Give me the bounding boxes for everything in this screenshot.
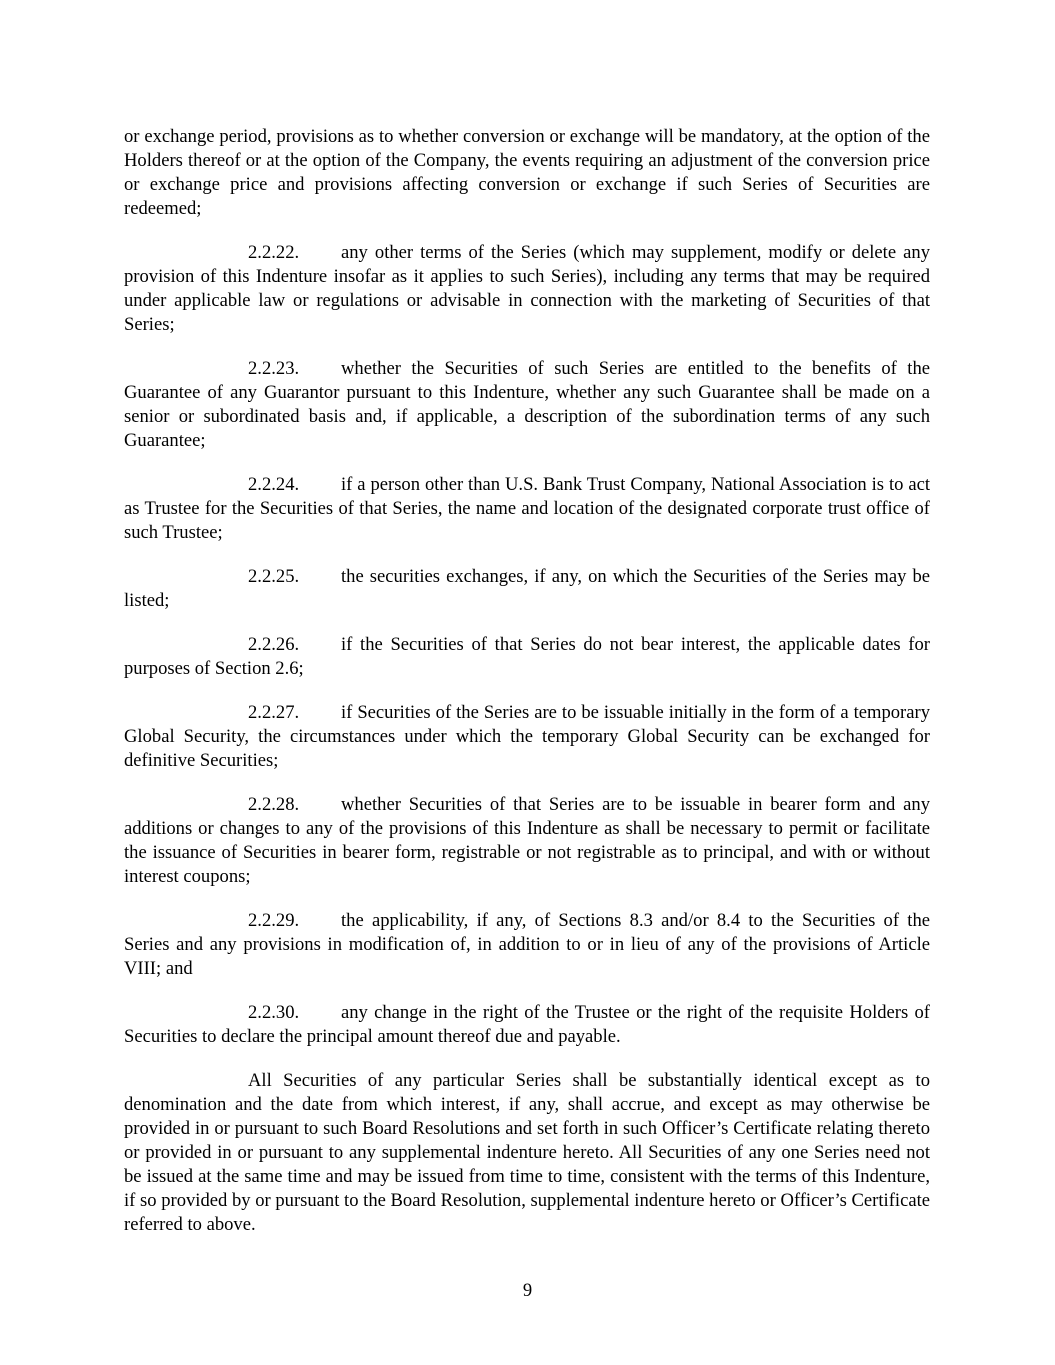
clause-2-2-28 (124, 793, 930, 889)
clause-text: whether Securities of that Series are to be issuable in bearer form and any additions or changes to any of the provisions of this Indenture as shall be necessary to permit or facilitate the issuance of Securities in bearer form, registrable or not registrable as to principal, and with or without interest coupons; (124, 794, 930, 887)
clause-number: 2.2.23. (248, 358, 300, 379)
clause-2-2-22 (124, 241, 930, 337)
document-page (124, 125, 930, 1257)
clause-text: the applicability, if any, of Sections 8.3 and/or 8.4 to the Securities of the Series and any provisions in modification of, in addition to or in lieu of any of the provisions of Article VIII; and (124, 910, 930, 979)
clause-number: 2.2.25. (248, 566, 300, 587)
clause-2-2-23 (124, 357, 930, 453)
clause-text: any change in the right of the Trustee or the right of the requisite Holders of Securities to declare the principal amount thereof due and payable. (124, 1002, 930, 1047)
clause-2-2-25 (124, 565, 930, 613)
clause-number: 2.2.27. (248, 702, 300, 723)
clause-text: if a person other than U.S. Bank Trust Company, National Association is to act as Trustee for the Securities of that Series, the name and location of the designated corporate trust office of such Trustee; (124, 474, 930, 543)
clause-text: if Securities of the Series are to be issuable initially in the form of a temporary Global Security, the circumstances under which the temporary Global Security can be exchanged for definitive Securities; (124, 702, 930, 771)
clause-text: the securities exchanges, if any, on which the Securities of the Series may be listed; (124, 566, 930, 611)
clause-2-2-24 (124, 473, 930, 545)
clause-number: 2.2.24. (248, 474, 300, 495)
opening-paragraph: or exchange period, provisions as to whether conversion or exchange will be mandatory, at the option of the Holders thereof or at the option of the Company, the events requiring an adjustment of the conversion price or exchange price and provisions affecting conversion or exchange if such Series of Securities are redeemed; (124, 126, 930, 219)
page-number: 9 (522, 1280, 533, 1301)
clause-number: 2.2.28. (248, 794, 300, 815)
clause-text: any other terms of the Series (which may supplement, modify or delete any provision of this Indenture insofar as it applies to such Series), including any terms that may be required under applicable law or regulations or advisable in connection with the marketing of Securities of that Series; (124, 242, 930, 335)
clause-text: if the Securities of that Series do not bear interest, the applicable dates for purposes of Section 2.6; (124, 634, 930, 679)
clause-2-2-27 (124, 701, 930, 773)
clause-number: 2.2.29. (248, 910, 300, 931)
clause-2-2-29 (124, 909, 930, 981)
closing-paragraph: All Securities of any particular Series shall be substantially identical except as to denomination and the date from which interest, if any, shall accrue, and except as may otherwise be provided in or pursuant to such Board Resolutions and set forth in such Officer’s Certificate relating thereto or provided in or pursuant to any supplemental indenture hereto. All Securities of any one Series need not be issued at the same time and may be issued from time to time, consistent with the terms of this Indenture, if so provided by or pursuant to the Board Resolution, supplemental indenture hereto or Officer’s Certificate referred to above. (124, 1070, 930, 1235)
clause-2-2-30 (124, 1001, 930, 1049)
clause-text: whether the Securities of such Series are entitled to the benefits of the Guarantee of any Guarantor pursuant to this Indenture, whether any such Guarantee shall be made on a senior or subordinated basis and, if applicable, a description of the subordination terms of any such Guarantee; (124, 358, 930, 451)
clause-number: 2.2.30. (248, 1002, 300, 1023)
clause-number: 2.2.26. (248, 634, 300, 655)
clause-number: 2.2.22. (248, 242, 300, 263)
clause-2-2-26 (124, 633, 930, 681)
